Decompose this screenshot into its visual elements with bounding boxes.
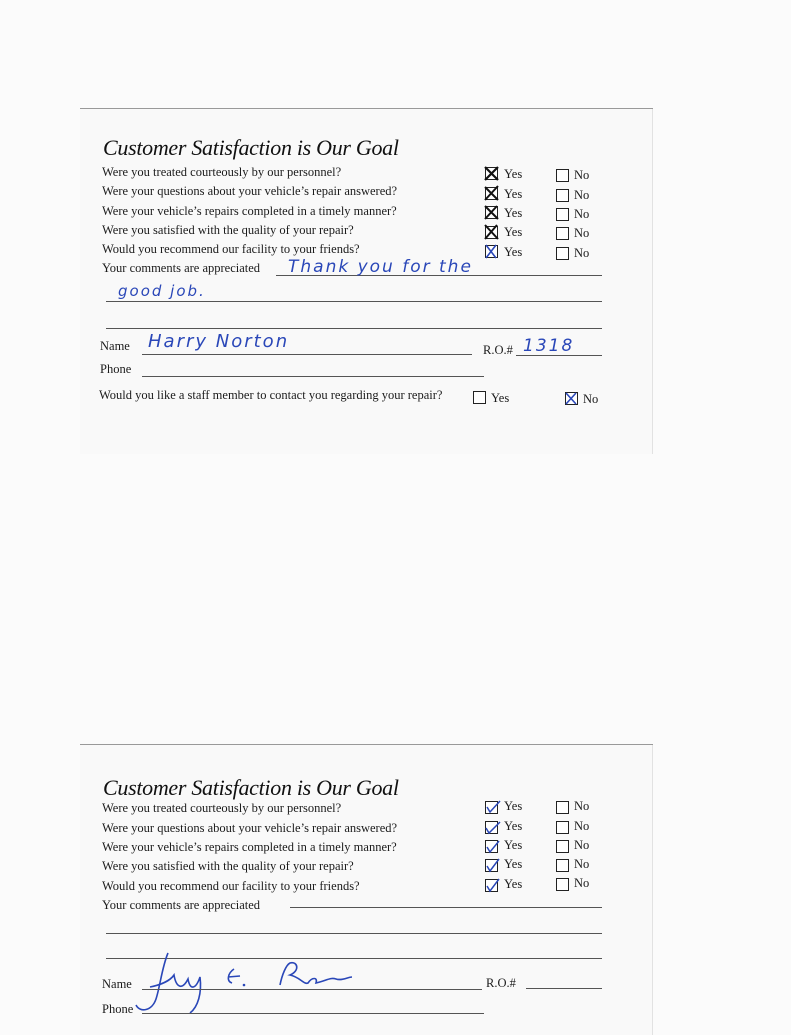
name-label: Name [100, 339, 130, 353]
name-line [142, 989, 482, 990]
survey-card-2 [80, 744, 653, 1035]
no-checkbox-timely[interactable] [556, 208, 569, 221]
check-mark-icon [484, 820, 499, 835]
x-mark-icon [564, 391, 579, 406]
question-questions-answered: Were your questions about your vehicle’s repair answered? [102, 821, 398, 835]
x-mark-icon [484, 225, 499, 240]
yes-label: Yes [504, 857, 523, 871]
comments-line-2 [106, 933, 602, 934]
ro-line [526, 988, 602, 989]
comments-line-1 [290, 907, 602, 908]
question-timely: Were your vehicle’s repairs completed in a timely manner? [102, 204, 397, 218]
x-mark-icon [484, 244, 499, 259]
ro-handwriting[interactable]: 1318 [523, 336, 575, 356]
comments-handwriting-2[interactable]: good job. [118, 282, 206, 300]
no-label: No [574, 799, 590, 813]
question-recommend: Would you recommend our facility to your friends? [102, 879, 360, 893]
yes-checkbox-answered[interactable] [485, 821, 498, 834]
x-mark-icon [484, 205, 499, 220]
yes-label: Yes [504, 877, 523, 891]
no-label: No [574, 246, 590, 260]
yes-checkbox-timely[interactable] [485, 840, 498, 853]
contact-no-label: No [583, 392, 599, 406]
form-title: Customer Satisfaction is Our Goal [103, 775, 399, 800]
contact-question: Would you like a staff member to contact you regarding your repair? [99, 388, 443, 402]
card-edge [652, 109, 653, 454]
no-label: No [574, 188, 590, 202]
x-mark-icon [484, 166, 499, 181]
yes-label: Yes [504, 838, 523, 852]
question-courteous: Were you treated courteously by our personnel? [102, 165, 342, 179]
yes-checkbox-quality[interactable] [485, 859, 498, 872]
contact-yes-checkbox[interactable] [473, 391, 486, 404]
no-label: No [574, 819, 590, 833]
form-title: Customer Satisfaction is Our Goal [103, 135, 399, 160]
comments-label: Your comments are appreciated [102, 898, 261, 912]
name-line [142, 354, 472, 355]
question-recommend: Would you recommend our facility to your friends? [102, 242, 360, 256]
comments-label: Your comments are appreciated [102, 261, 261, 275]
no-checkbox-recommend[interactable] [556, 247, 569, 260]
yes-label: Yes [504, 167, 523, 181]
no-label: No [574, 857, 590, 871]
yes-label: Yes [504, 245, 523, 259]
phone-label: Phone [100, 362, 132, 376]
check-mark-icon [484, 858, 499, 873]
question-timely: Were your vehicle’s repairs completed in a timely manner? [102, 840, 397, 854]
survey-card-1 [80, 108, 653, 454]
question-courteous: Were you treated courteously by our personnel? [102, 801, 342, 815]
question-quality: Were you satisfied with the quality of your repair? [102, 223, 354, 237]
comments-line-3 [106, 328, 602, 329]
phone-line [142, 1013, 484, 1014]
no-label: No [574, 207, 590, 221]
name-label: Name [102, 977, 132, 991]
yes-checkbox-timely[interactable] [485, 206, 498, 219]
yes-label: Yes [504, 819, 523, 833]
yes-label: Yes [504, 187, 523, 201]
yes-label: Yes [504, 225, 523, 239]
check-mark-icon [484, 839, 499, 854]
yes-label: Yes [504, 799, 523, 813]
ro-label: R.O.# [483, 343, 513, 357]
no-checkbox-quality[interactable] [556, 859, 569, 872]
question-questions-answered: Were your questions about your vehicle’s repair answered? [102, 184, 398, 198]
phone-label: Phone [102, 1002, 134, 1016]
no-checkbox-courteous[interactable] [556, 169, 569, 182]
no-checkbox-recommend[interactable] [556, 878, 569, 891]
x-mark-icon [484, 186, 499, 201]
name-signature-icon[interactable] [130, 947, 370, 1019]
no-checkbox-timely[interactable] [556, 840, 569, 853]
contact-yes-label: Yes [491, 391, 510, 405]
yes-label: Yes [504, 206, 523, 220]
contact-no-checkbox[interactable] [565, 392, 578, 405]
no-label: No [574, 168, 590, 182]
question-quality: Were you satisfied with the quality of your repair? [102, 859, 354, 873]
comments-handwriting-1[interactable]: Thank you for the [288, 257, 473, 277]
no-label: No [574, 226, 590, 240]
no-checkbox-courteous[interactable] [556, 801, 569, 814]
name-handwriting[interactable]: Harry Norton [148, 331, 290, 352]
check-mark-icon [484, 878, 499, 893]
card-edge [652, 745, 653, 1035]
yes-checkbox-recommend[interactable] [485, 245, 498, 258]
yes-checkbox-courteous[interactable] [485, 167, 498, 180]
phone-line [142, 376, 484, 377]
yes-checkbox-recommend[interactable] [485, 879, 498, 892]
yes-checkbox-courteous[interactable] [485, 801, 498, 814]
no-checkbox-answered[interactable] [556, 821, 569, 834]
no-label: No [574, 838, 590, 852]
yes-checkbox-quality[interactable] [485, 226, 498, 239]
no-checkbox-quality[interactable] [556, 227, 569, 240]
comments-line-2 [106, 301, 602, 302]
yes-checkbox-answered[interactable] [485, 187, 498, 200]
check-mark-icon [484, 800, 499, 815]
ro-label: R.O.# [486, 976, 516, 990]
no-checkbox-answered[interactable] [556, 189, 569, 202]
no-label: No [574, 876, 590, 890]
